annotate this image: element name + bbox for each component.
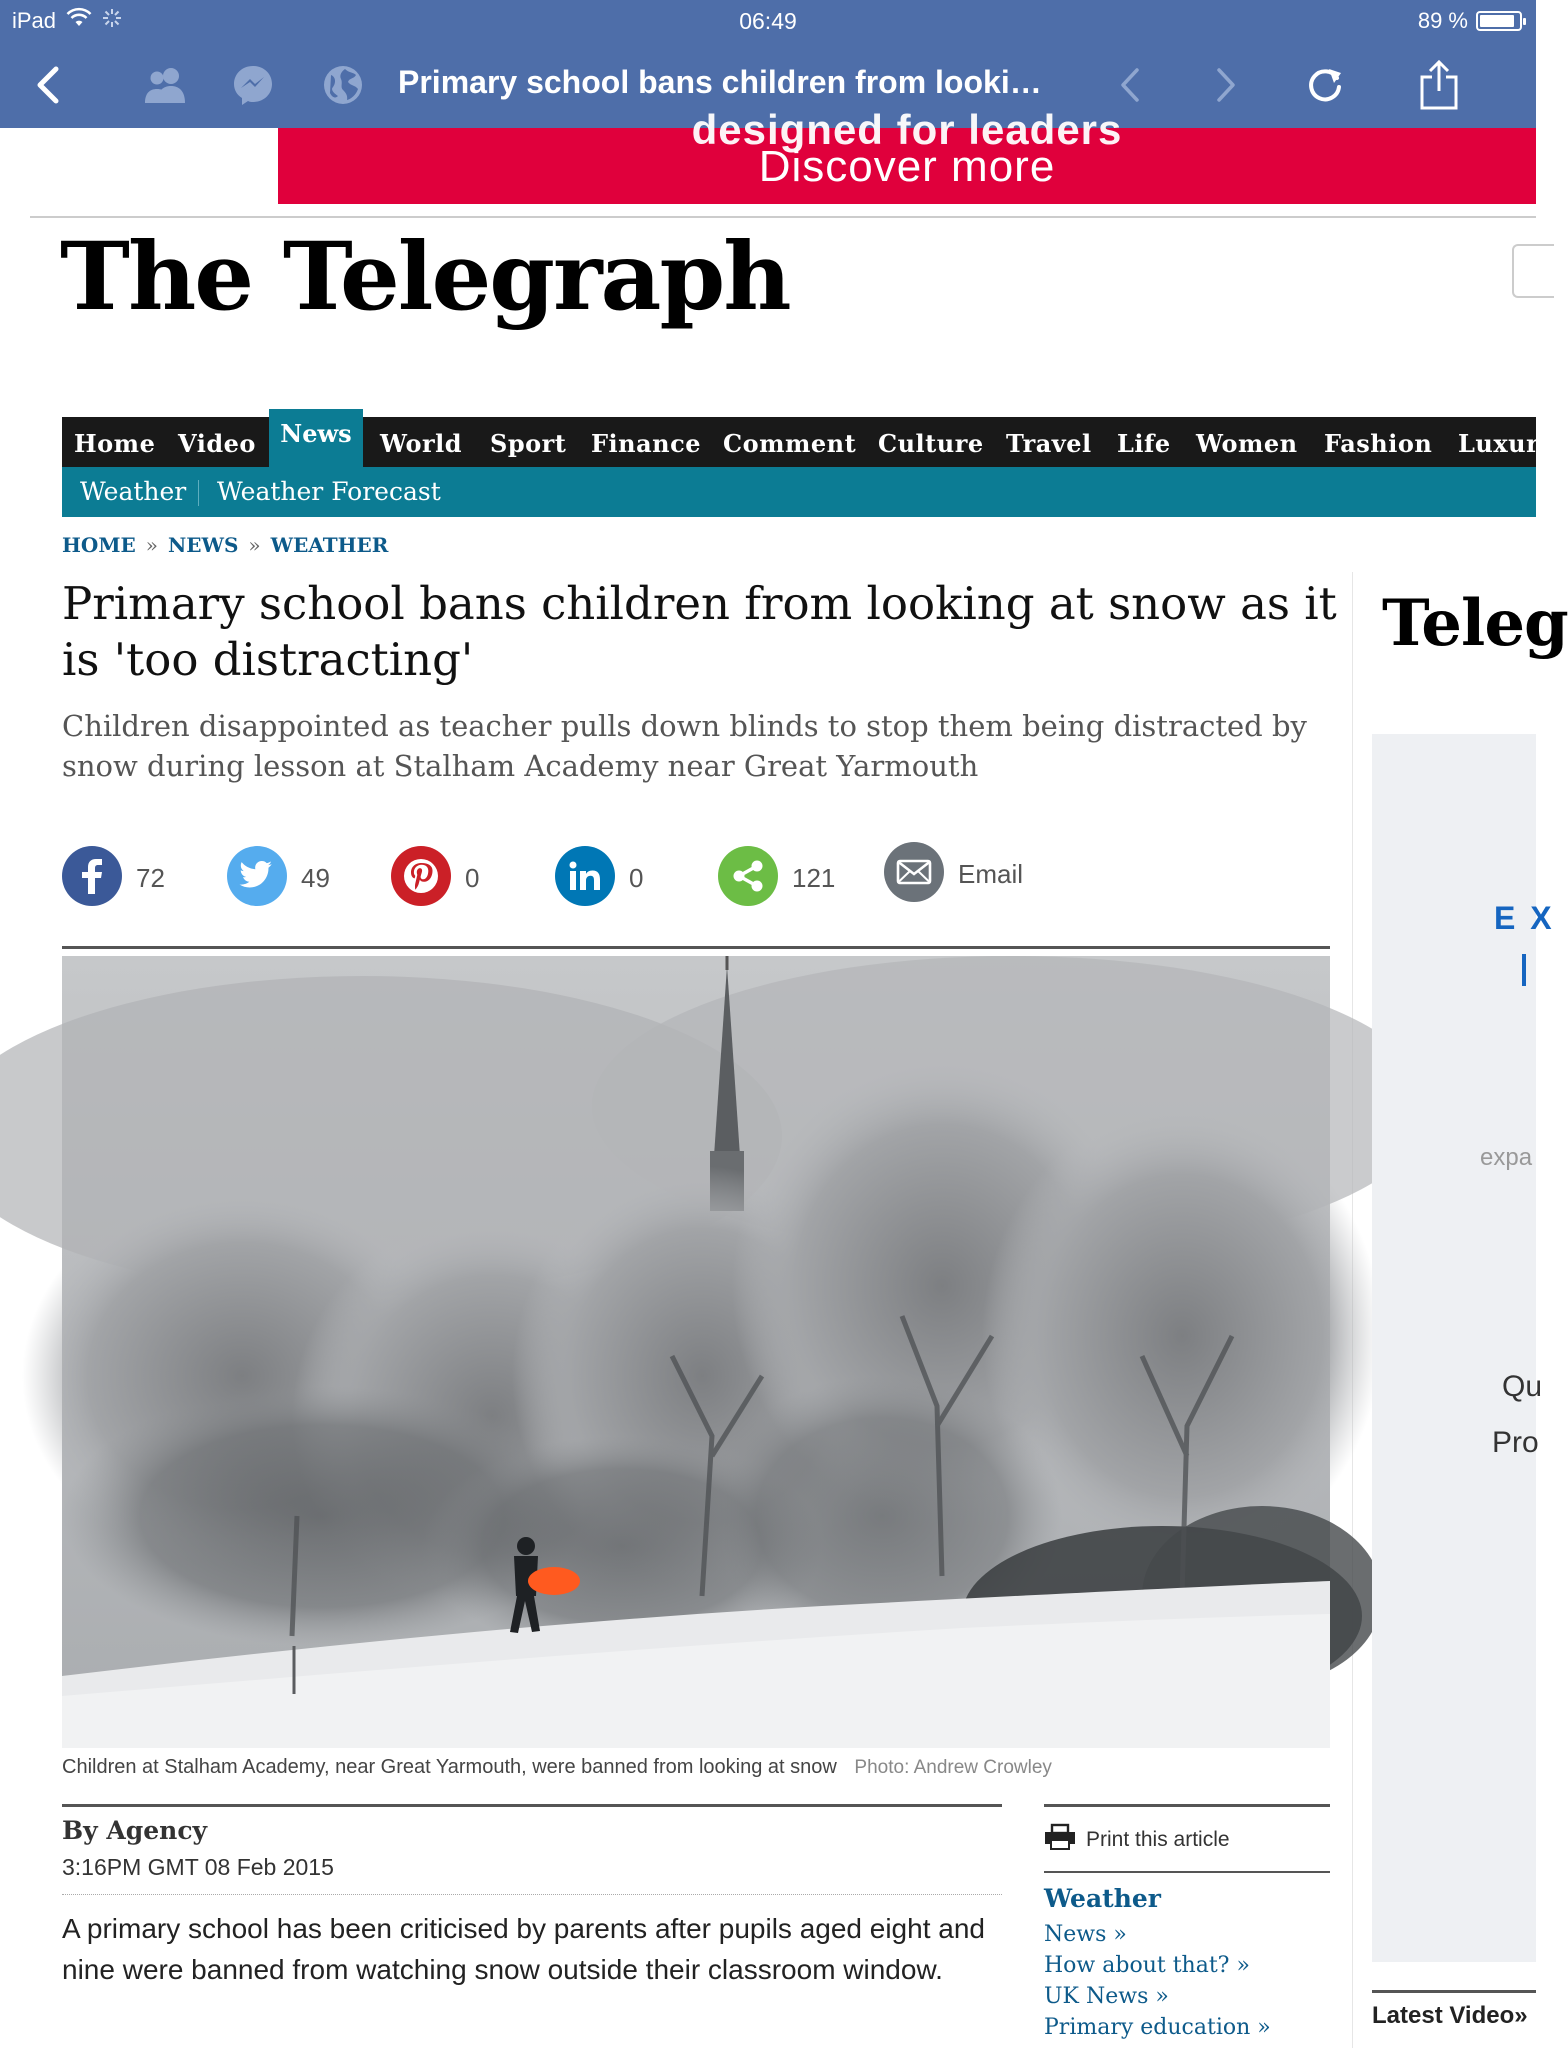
related-link-primary-education[interactable]: Primary education »	[1044, 2015, 1271, 2040]
share-twitter-button[interactable]	[227, 846, 330, 906]
globe-icon[interactable]	[318, 60, 368, 110]
ad-banner-headline: designed for leaders	[691, 106, 1123, 153]
article-headline: Primary school bans children from looking at snow as it is 'too distracting'	[62, 577, 1337, 686]
share-count: 121	[792, 862, 836, 893]
caption-text: Children at Stalham Academy, near Great Yarmouth, were banned from looking at snow	[62, 1756, 837, 1778]
linkedin-icon	[555, 846, 615, 906]
sub-navigation	[62, 467, 1536, 517]
nav-item-finance[interactable]: Finance	[591, 429, 701, 458]
share-pinterest-button[interactable]	[391, 846, 479, 906]
nav-item-fashion[interactable]: Fashion	[1324, 429, 1433, 458]
nav-item-world[interactable]: World	[380, 429, 463, 458]
main-navigation	[62, 417, 1540, 467]
rail-ad-heading: E X	[1494, 900, 1555, 936]
nav-item-luxury[interactable]: Luxur	[1458, 429, 1540, 458]
battery-icon	[1476, 11, 1522, 31]
envelope-icon	[884, 842, 944, 902]
nav-item-travel[interactable]: Travel	[1006, 429, 1092, 458]
rail-ad-text: expa	[1480, 1144, 1533, 1171]
battery-percent: 89 %	[1417, 8, 1468, 33]
search-box-edge[interactable]	[1512, 244, 1554, 298]
breadcrumb-weather[interactable]: WEATHER	[270, 533, 389, 557]
rail-ad-text: Qu	[1502, 1370, 1543, 1403]
related-link-how-about-that[interactable]: How about that? »	[1044, 1953, 1250, 1978]
rail-ad-accent	[1522, 954, 1526, 986]
ad-discover-more[interactable]: Discover more	[758, 142, 1056, 191]
rail-ad-text: Pro	[1492, 1426, 1539, 1459]
related-link-uk-news[interactable]: UK News »	[1044, 1984, 1169, 2009]
divider	[1044, 1804, 1330, 1807]
print-article-button[interactable]	[1044, 1824, 1230, 1856]
reload-icon[interactable]	[1300, 60, 1350, 110]
nav-item-sport[interactable]: Sport	[490, 429, 567, 458]
divider	[62, 1894, 1002, 1895]
nav-item-culture[interactable]: Culture	[878, 429, 984, 458]
share-generic-button[interactable]	[718, 846, 835, 906]
divider	[62, 1804, 1002, 1807]
device-name: iPad	[12, 8, 57, 33]
print-article-label: Print this article	[1086, 1828, 1230, 1851]
breadcrumb-news[interactable]: NEWS	[167, 533, 239, 557]
breadcrumb	[62, 533, 388, 557]
share-icon[interactable]	[1414, 60, 1464, 110]
ad-banner[interactable]	[278, 106, 1536, 204]
nav-item-comment[interactable]: Comment	[723, 429, 857, 458]
messenger-icon[interactable]	[228, 60, 278, 110]
article-standfirst: Children disappointed as teacher pulls down blinds to stop them being distracted by snow during lesson at Stalham Academy near Great Yarmouth	[62, 709, 1307, 783]
back-arrow-icon[interactable]	[24, 60, 74, 110]
friends-icon[interactable]	[140, 60, 190, 110]
divider	[1372, 1990, 1536, 1993]
site-logo[interactable]: The Telegraph	[60, 222, 790, 332]
nav-item-news[interactable]	[269, 409, 363, 467]
pinterest-icon	[391, 846, 451, 906]
publish-date: 3:16PM GMT 08 Feb 2015	[62, 1854, 334, 1880]
facebook-count: 72	[136, 862, 165, 893]
rail-advert[interactable]	[1372, 734, 1555, 1962]
photo-caption	[62, 1756, 1052, 1779]
share-nodes-icon	[718, 846, 778, 906]
snow-landscape-image	[62, 956, 1330, 1748]
twitter-count: 49	[301, 862, 330, 893]
nav-item-video[interactable]: Video	[178, 429, 256, 458]
next-page-icon[interactable]	[1200, 60, 1250, 110]
page-title: Primary school bans children from looki…	[398, 64, 1042, 100]
related-links	[1044, 1884, 1330, 2043]
twitter-icon	[227, 846, 287, 906]
linkedin-count: 0	[629, 862, 644, 893]
article-photo	[62, 956, 1330, 1748]
rail-logo[interactable]: Teleg	[1382, 586, 1568, 661]
divider	[1044, 1871, 1330, 1873]
breadcrumb-separator: »	[145, 533, 158, 557]
printer-icon	[1044, 1824, 1076, 1856]
subnav-item-weather-forecast[interactable]: Weather Forecast	[217, 477, 441, 506]
divider	[62, 946, 1330, 949]
nav-item-home[interactable]: Home	[74, 429, 156, 458]
breadcrumb-home[interactable]: HOME	[62, 533, 136, 557]
photo-credit: Photo: Andrew Crowley	[854, 1757, 1052, 1778]
share-email-button[interactable]	[884, 842, 1023, 902]
email-label: Email	[958, 858, 1024, 889]
status-bar	[0, 0, 1536, 42]
latest-video-link[interactable]: Latest Video»	[1372, 2002, 1528, 2029]
prev-page-icon[interactable]	[1106, 60, 1156, 110]
byline: By Agency	[62, 1816, 208, 1845]
related-link-news[interactable]: News »	[1044, 1922, 1127, 1947]
share-facebook-button[interactable]	[62, 846, 165, 906]
subnav-divider	[198, 480, 199, 506]
breadcrumb-separator: »	[248, 533, 261, 557]
article-body: A primary school has been criticised by parents after pupils aged eight and nine were banned from watching snow outside their classroom window.	[62, 1913, 985, 1985]
nav-item-women[interactable]: Women	[1196, 429, 1298, 458]
subnav-item-weather[interactable]: Weather	[80, 477, 187, 506]
nav-item-life[interactable]: Life	[1117, 429, 1171, 458]
share-linkedin-button[interactable]	[555, 846, 643, 906]
nav-item-news-label: News	[280, 419, 352, 448]
facebook-icon	[62, 846, 122, 906]
divider	[30, 216, 1536, 218]
clock: 06:49	[739, 8, 797, 34]
related-heading[interactable]: Weather	[1044, 1884, 1161, 1913]
pinterest-count: 0	[465, 862, 480, 893]
